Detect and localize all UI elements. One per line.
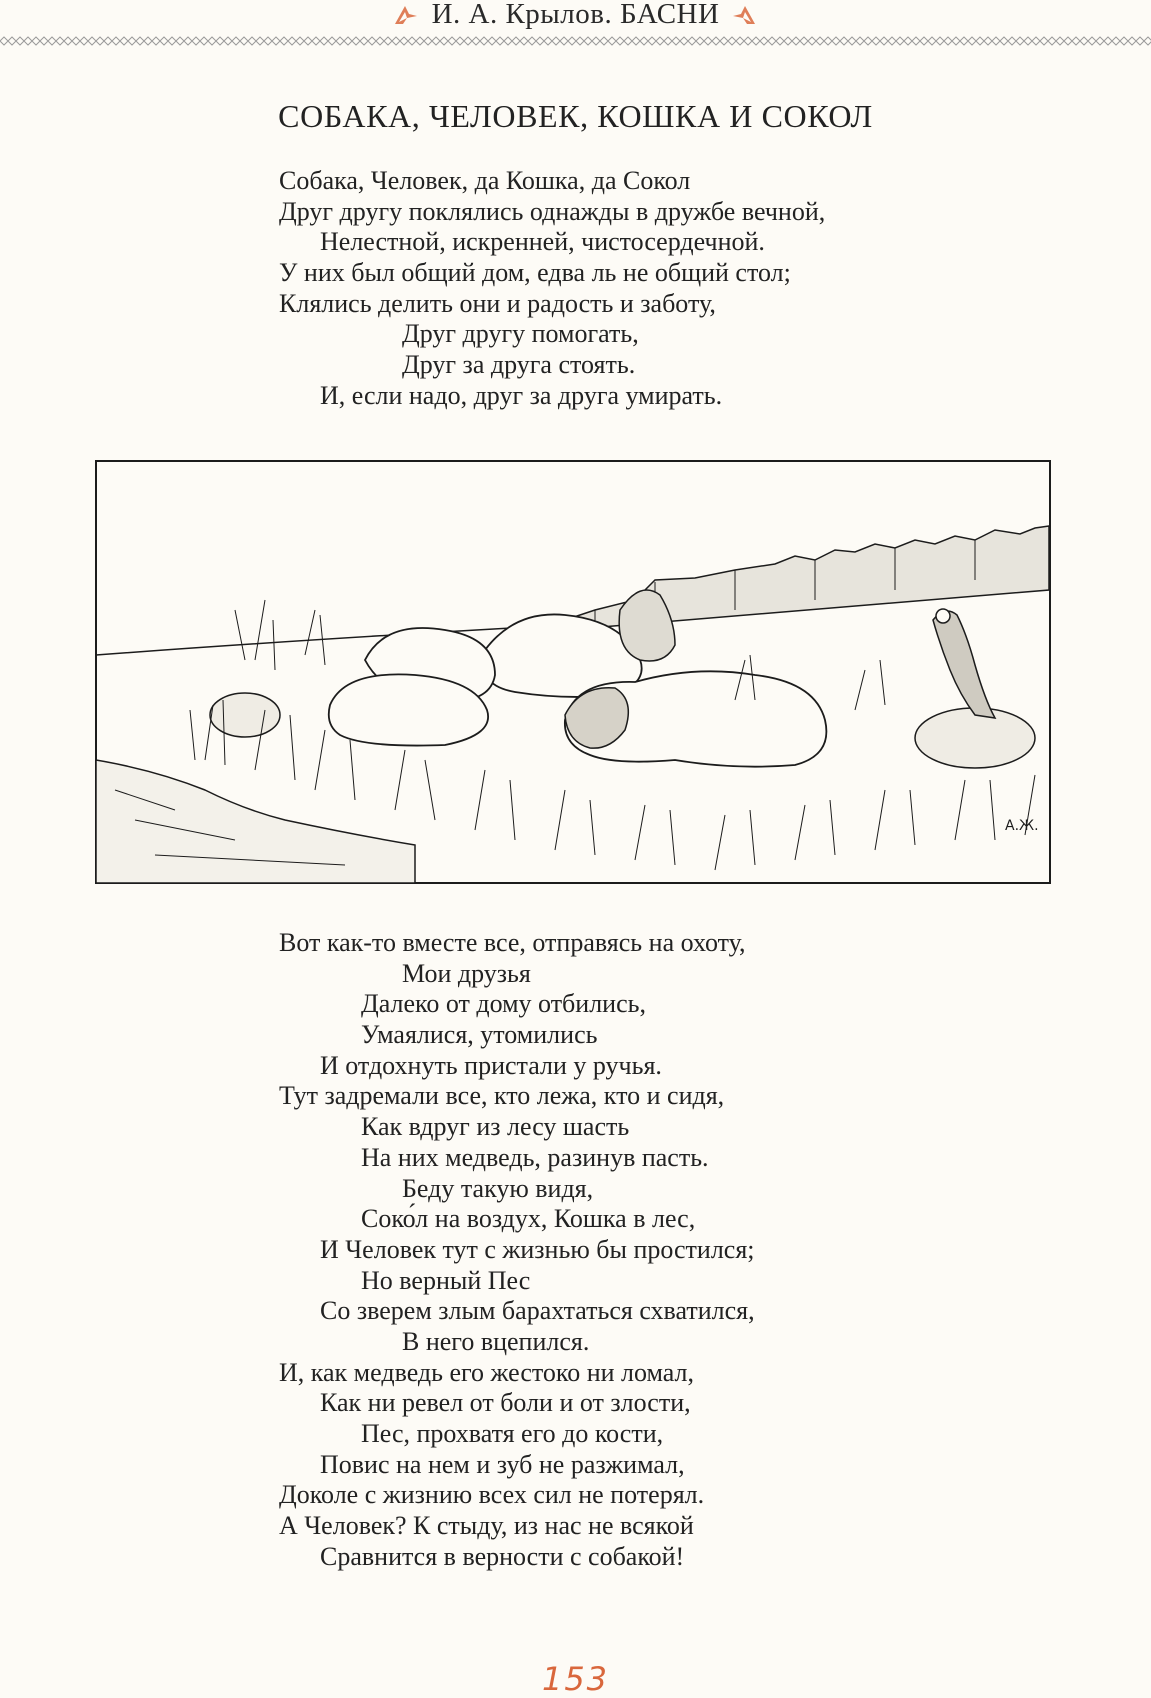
page-number: 153 [541,1660,610,1698]
verse-line: А Человек? К стыду, из нас не всякой [279,1511,694,1541]
rock-left [210,693,280,737]
verse-line: Друг за друга стоять. [402,350,636,380]
verse-line: На них медведь, разинув пасть. [361,1142,709,1172]
verse-line: Пес, прохватя его до кости, [361,1419,664,1448]
verse-line: В него вцепился. [402,1326,590,1356]
stanza-2 [279,928,755,1572]
verse-line: Далеко от дому отбились, [361,989,646,1019]
verse-line: Повис на нем и зуб не разжимал, [320,1449,685,1479]
verse-line: Вот как-то вместе все, отправясь на охоту, [279,928,746,957]
illustration [95,460,1051,884]
verse-line: Доколе с жизнию всех сил не потерял. [279,1480,705,1510]
verse-line: И, как медведь его жестоко ни ломал, [279,1357,695,1387]
ornament-right-icon [731,2,757,26]
poem-title: СОБАКА, ЧЕЛОВЕК, КОШКА И СОКОЛ [278,98,873,134]
verse-line: Соко́л на воздух, Кошка в лес, [361,1204,696,1234]
header-title: И. А. Крылов. БАСНИ [431,0,720,30]
verse-line: Сравнится в верности с собакой! [320,1541,685,1571]
verse-line: У них был общий дом, едва ль не общий стол; [279,258,791,288]
verse-line: Собака, Человек, да Кошка, да Сокол [279,166,691,195]
verse-line: И Человек тут с жизнью бы простился; [320,1234,755,1264]
verse-line: Со зверем злым барахтаться схватился, [320,1296,755,1326]
rock-right [915,708,1035,768]
verse-line: Тут задремали все, кто лежа, кто и сидя, [279,1081,725,1111]
verse-line: Мои друзья [402,958,531,988]
verse-line: Но верный Пес [361,1265,531,1295]
verse-line: Умаялися, утомились [361,1020,598,1050]
verse-line: Как вдруг из лесу шасть [361,1112,630,1142]
verse-line: И отдохнуть пристали у ручья. [320,1050,662,1080]
verse-line: Друг другу помогать, [402,319,639,349]
verse-line: Клялись делить они и радость и заботу, [279,288,716,318]
verse-line: Нелестной, искренней, чистосердечной. [320,227,765,257]
decorative-rule [0,34,1151,48]
verse-line: Беду такую видя, [402,1173,594,1203]
verse-line: Друг другу поклялись однажды в дружбе вечной, [279,196,826,226]
verse-line: И, если надо, друг за друга умирать. [320,380,723,410]
running-header [0,0,1151,44]
illustration-signature: А.Ж. [1005,818,1039,834]
stanza-1 [279,166,825,412]
verse-line: Как ни ревел от боли и от злости, [320,1388,691,1418]
